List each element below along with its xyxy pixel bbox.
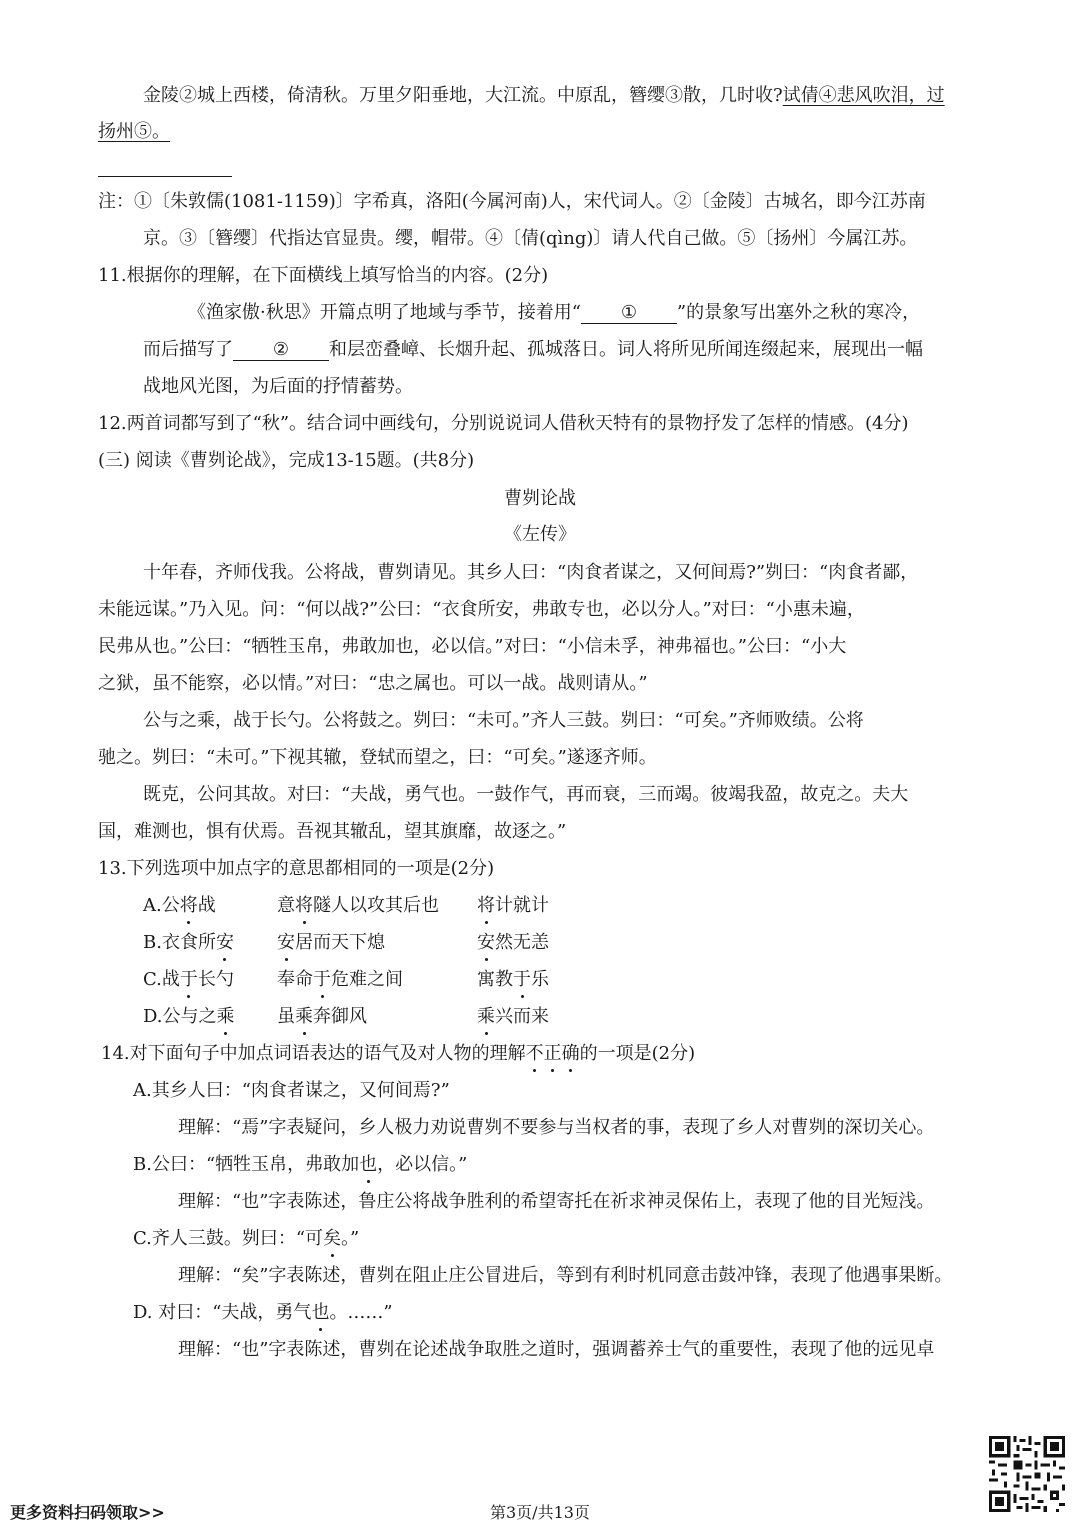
question-12-stem: 12.两首词都写到了“秋”。结合词中画线句，分别说说词人借秋天特有的景物抒发了怎样的情感。(4分) xyxy=(98,413,909,434)
passage-p1-line-2: 未能远谋。”乃入见。问：“何以战?”公曰：“衣食所安，弗敢专也，必以分人。”对曰：“小惠未遍， xyxy=(98,599,865,620)
q13-option-a-col2 xyxy=(277,894,439,918)
fill-blank-2[interactable] xyxy=(233,340,329,361)
passage-p2-line-1: 公与之乘，战于长勺。公将鼓之。刿曰：“未可。”齐人三鼓。刿曰：“可矣。”齐师败绩。公将 xyxy=(143,710,864,731)
q14-dotted-1: 不 xyxy=(525,1043,544,1064)
q14-d-dotted: 也 xyxy=(311,1302,330,1323)
poem-line-1 xyxy=(143,84,945,108)
q13-c-c3-2: 乐 xyxy=(531,969,549,990)
q13-option-b-col2 xyxy=(277,931,385,955)
q13-option-c-col2 xyxy=(277,968,403,992)
q13-c-text: C.战 xyxy=(143,969,180,990)
question-11-stem: 11.根据你的理解，在下面横线上填写恰当的内容。(2分) xyxy=(98,265,549,286)
q13-d-c3: 兴而来 xyxy=(495,1006,549,1027)
q11-text-2: ”的景象写出塞外之秋的寒冷， xyxy=(676,302,921,323)
q13-a-c2: 意 xyxy=(277,895,295,916)
question-11-line-2 xyxy=(143,338,923,362)
q14-dotted-2: 正 xyxy=(543,1043,562,1064)
poem-underlined-text: 试倩④悲风吹泪，过 xyxy=(782,85,945,106)
question-13-stem: 13.下列选项中加点字的意思都相同的一项是(2分) xyxy=(98,858,495,879)
q13-c-c3: 寓教 xyxy=(477,969,513,990)
q13-c-c2-2: 危难之间 xyxy=(331,969,403,990)
q14-d-text-2: 。……” xyxy=(329,1302,393,1323)
q13-a-c2-dotted: 将 xyxy=(295,895,313,916)
q14-c-dotted: 矣 xyxy=(323,1228,342,1249)
q14-b-dotted: 也 xyxy=(359,1154,378,1175)
question-11-line-1 xyxy=(188,301,920,325)
question-11-line-3: 战地风光图，为后面的抒情蓄势。 xyxy=(143,376,413,397)
q14-stem-text: 14.对下面句子中加点词语表达的语气及对人物的理解 xyxy=(101,1043,526,1064)
passage-title: 曹刿论战 xyxy=(504,488,576,509)
passage-p1-line-1: 十年春，齐师伐我。公将战，曹刿请见。其乡人曰：“肉食者谋之，又何间焉?”刿曰：“肉食者鄙， xyxy=(143,562,919,583)
q14-option-d-explanation: 理解：“也”字表陈述，曹刿在论述战争取胜之道时，强调蓄养士气的重要性，表现了他的远见卓 xyxy=(178,1339,935,1360)
q14-stem-text-2: 的一项是(2分) xyxy=(579,1043,696,1064)
q13-option-d[interactable] xyxy=(143,1005,235,1029)
blank-2-label: ② xyxy=(272,339,290,360)
q13-c-text-2: 长勺 xyxy=(197,969,234,990)
q14-option-b-explanation: 理解：“也”字表陈述，鲁庄公将战争胜利的希望寄托在祈求神灵保佑上，表现了他的目光短浅。 xyxy=(178,1191,935,1212)
q13-b-dotted: 安 xyxy=(215,932,234,953)
q11-text-4: 和层峦叠嶂、长烟升起、孤城落日。词人将所见所闻连缀起来，展现出一幅 xyxy=(329,339,923,360)
passage-p1-line-3: 民弗从也。”公曰：“牺牲玉帛，弗敢加也，必以信。”对曰：“小信未孚，神弗福也。”公曰：“小大 xyxy=(98,636,847,657)
q14-option-c[interactable] xyxy=(133,1227,359,1251)
footnote-divider xyxy=(98,176,232,177)
passage-source: 《左传》 xyxy=(504,524,576,545)
q13-option-c-col3 xyxy=(477,968,549,992)
q14-option-b[interactable] xyxy=(133,1153,467,1177)
q13-b-text: B.衣食所 xyxy=(143,932,216,953)
q13-d-c2-dotted: 乘 xyxy=(295,1006,313,1027)
q14-dotted-3: 确 xyxy=(561,1043,580,1064)
q13-a-c2-2: 隧人以攻其后也 xyxy=(313,895,439,916)
passage-p3-line-1: 既克，公问其故。对曰：“夫战，勇气也。一鼓作气，再而衰，三而竭。彼竭我盈，故克之。夫大 xyxy=(143,784,909,805)
q13-b-c2-dotted: 安 xyxy=(277,932,295,953)
q11-text: 《渔家傲·秋思》开篇点明了地域与季节，接着用“ xyxy=(188,302,581,323)
poem-underlined-text-2: 扬州⑤。 xyxy=(98,121,170,142)
question-14-stem xyxy=(101,1042,695,1066)
q13-option-a[interactable] xyxy=(143,894,216,918)
q14-b-text: B.公曰：“牺牲玉帛，弗敢加 xyxy=(133,1154,360,1175)
q13-option-d-col2 xyxy=(277,1005,367,1029)
passage-p1-line-4: 之狱，虽不能察，必以情。”对曰：“忠之属也。可以一战。战则请从。” xyxy=(98,673,648,694)
blank-1-label: ① xyxy=(620,302,637,323)
poem-line-2 xyxy=(98,120,170,144)
passage-p3-line-2: 国，难测也，惧有伏焉。吾视其辙乱，望其旗靡，故逐之。” xyxy=(98,821,567,842)
fill-blank-1[interactable] xyxy=(581,303,677,324)
q13-d-text: D.公与之 xyxy=(143,1006,217,1027)
q14-c-text-2: 。” xyxy=(341,1228,360,1249)
q13-option-a-col3 xyxy=(477,894,549,918)
q14-b-text-2: ，必以信。” xyxy=(377,1154,468,1175)
q14-option-a[interactable]: A.其乡人曰：“肉食者谋之，又何间焉?” xyxy=(133,1080,450,1101)
q13-option-b[interactable] xyxy=(143,931,234,955)
note-line-1: 注：①〔朱敦儒(1081-1159)〕字希真，洛阳(今属河南)人，宋代词人。②〔金陵〕古城名，即今江苏南 xyxy=(98,191,926,212)
passage-p2-line-2: 驰之。刿曰：“未可。”下视其辙，登轼而望之，曰：“可矣。”遂逐齐师。 xyxy=(98,747,657,768)
q13-b-c3: 然无恙 xyxy=(495,932,549,953)
q13-a-c3-dotted: 将 xyxy=(477,895,495,916)
footer-promo-link[interactable]: 更多资料扫码领取>> xyxy=(10,1503,165,1522)
q14-option-a-explanation: 理解：“焉”字表疑问，乡人极力劝说曹刿不要参与当权者的事，表现了乡人对曹刿的深切关心。 xyxy=(178,1117,935,1138)
q13-option-b-col3 xyxy=(477,931,549,955)
section-3-heading: (三) 阅读《曹刿论战》，完成13-15题。(共8分) xyxy=(98,450,475,471)
q13-d-c3-dotted: 乘 xyxy=(477,1006,495,1027)
qr-code-icon[interactable] xyxy=(989,1436,1065,1512)
q13-option-d-col3 xyxy=(477,1005,549,1029)
q13-c-c2-dotted: 于 xyxy=(313,969,331,990)
q14-option-c-explanation: 理解：“矣”字表陈述，曹刿在阻止庄公冒进后，等到有利时机同意击鼓冲锋，表现了他遇事果断。 xyxy=(178,1265,953,1286)
poem-line-1-text: 金陵②城上西楼，倚清秋。万里夕阳垂地，大江流。中原乱，簪缨③散，几时收? xyxy=(143,85,783,106)
q13-b-c3-dotted: 安 xyxy=(477,932,495,953)
q13-a-text: A.公 xyxy=(143,895,180,916)
q13-c-dotted: 于 xyxy=(179,969,198,990)
q11-text-3: 而后描写了 xyxy=(143,339,233,360)
q13-d-c2: 虽 xyxy=(277,1006,295,1027)
q13-option-c[interactable] xyxy=(143,968,234,992)
q13-a-dotted: 将 xyxy=(179,895,198,916)
q14-c-text: C.齐人三鼓。刿曰：“可 xyxy=(133,1228,324,1249)
q14-d-text: D. 对曰：“夫战，勇气 xyxy=(133,1302,312,1323)
q13-c-c3-dotted: 于 xyxy=(513,969,531,990)
q13-a-text-2: 战 xyxy=(197,895,216,916)
note-line-2: 京。③〔簪缨〕代指达官显贵。缨，帽带。④〔倩(qìng)〕请人代自己做。⑤〔扬州〕今属江苏。 xyxy=(143,228,918,249)
q13-d-dotted: 乘 xyxy=(216,1006,235,1027)
page-number: 第3页/共13页 xyxy=(490,1503,590,1522)
q14-option-d[interactable] xyxy=(133,1301,393,1325)
q13-b-c2: 居而天下熄 xyxy=(295,932,385,953)
q13-d-c2-2: 奔御风 xyxy=(313,1006,367,1027)
q13-a-c3: 计就计 xyxy=(495,895,549,916)
q13-c-c2: 奉命 xyxy=(277,969,313,990)
